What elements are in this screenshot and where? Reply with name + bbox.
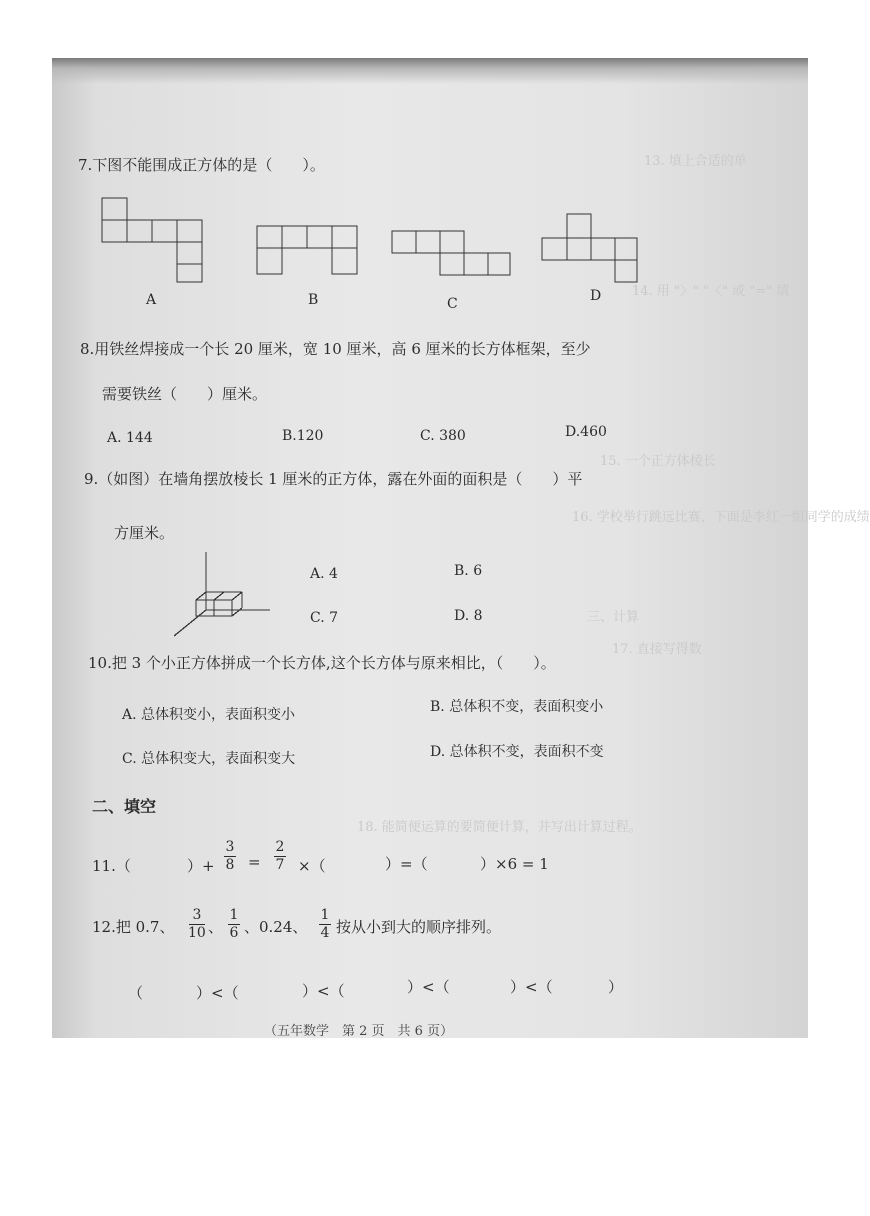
net-label-b: B <box>308 292 319 308</box>
net-a-square <box>177 264 202 282</box>
question-9-stem-line2: 方厘米。 <box>114 524 175 542</box>
question-7-stem: 7.下图不能围成正方体的是（ ）。 <box>78 156 325 174</box>
net-c-square <box>440 231 464 253</box>
fraction-3-8 <box>224 840 236 873</box>
question-11-equals: = <box>248 853 261 871</box>
fraction-numerator: 3 <box>225 839 235 855</box>
fraction-numerator: 2 <box>275 839 285 855</box>
question-9-stem-line1: 9.（如图）在墙角摆放棱长 1 厘米的正方体，露在外面的面积是（ ）平 <box>84 470 583 488</box>
net-b-square <box>307 226 332 248</box>
question-11-tail: ）×6 = 1 <box>480 855 549 873</box>
question-9-option-b: B. 6 <box>454 563 483 579</box>
question-8-stem-line2: 需要铁丝（ ）厘米。 <box>102 385 268 403</box>
bleed-text: 三、计算 <box>587 610 640 625</box>
question-12-suffix: 按从小到大的顺序排列。 <box>336 918 502 936</box>
net-label-a: A <box>146 292 157 308</box>
net-a-square <box>177 242 202 264</box>
section-2-heading: 二、填空 <box>92 797 157 816</box>
net-d-square <box>615 238 637 260</box>
wall-edge-floor <box>174 610 206 636</box>
page-top-shadow <box>52 58 808 84</box>
bleed-text: 14. 用 "〉" "〈" 或 "=" 填 <box>632 284 790 299</box>
answer-blank: ）<（ <box>407 978 450 996</box>
question-8-stem-line1: 8.用铁丝焊接成一个长 20 厘米，宽 10 厘米，高 6 厘米的长方体框架，至少 <box>80 340 591 358</box>
question-11-prefix: 11.（ <box>92 857 131 875</box>
question-11-plus: ）+ <box>187 857 215 875</box>
question-10-option-c: C. 总体积变大，表面积变大 <box>122 751 296 767</box>
net-d-square <box>567 214 591 238</box>
fraction-denominator: 4 <box>320 925 330 941</box>
answer-blank: （ <box>128 984 144 1002</box>
net-d-square <box>615 260 637 282</box>
fraction-denominator: 7 <box>275 857 285 873</box>
question-11-times: ×（ <box>298 857 326 875</box>
net-b-square <box>282 226 307 248</box>
answer-blank: ）<（ <box>302 982 345 1000</box>
bleed-text: 18. 能简便运算的要简便计算，并写出计算过程。 <box>357 820 642 835</box>
question-9-option-a: A. 4 <box>310 566 338 582</box>
fraction-denominator: 8 <box>225 857 235 873</box>
net-b-square <box>332 226 357 248</box>
question-8-option-d: D.460 <box>565 424 607 440</box>
fraction-numerator: 1 <box>229 907 239 923</box>
fraction-3-10 <box>188 908 206 941</box>
net-a-square <box>177 220 202 242</box>
answer-blank: ）<（ <box>510 978 553 996</box>
bleed-text: 17. 直接写得数 <box>612 642 702 657</box>
bleed-text: 16. 学校举行跳远比赛，下面是李红一组同学的成绩 <box>572 510 870 525</box>
fraction-2-7 <box>274 840 286 873</box>
question-8-option-a: A. 144 <box>107 430 153 446</box>
net-a-square <box>152 220 177 242</box>
fraction-denominator: 6 <box>229 925 239 941</box>
question-10-option-b: B. 总体积不变，表面积变小 <box>430 699 604 715</box>
bleed-text: 15. 一个正方体棱长 <box>600 454 716 469</box>
net-a-square <box>127 220 152 242</box>
question-10-stem: 10.把 3 个小正方体拼成一个长方体,这个长方体与原来相比，（ ）。 <box>88 654 556 672</box>
question-8-option-b: B.120 <box>282 428 324 444</box>
question-10-option-d: D. 总体积不变，表面积不变 <box>430 744 604 760</box>
answer-blank: ）<（ <box>196 984 239 1002</box>
net-a-square <box>102 220 127 242</box>
net-label-d: D <box>590 288 602 304</box>
net-d-square <box>542 238 567 260</box>
bleed-text: 13. 填上合适的单 <box>644 154 747 169</box>
exam-page <box>52 58 870 1039</box>
cube-front-face <box>196 600 214 616</box>
answer-blank: ） <box>608 978 624 996</box>
question-11-middle: ）=（ <box>385 855 428 873</box>
net-d-square <box>591 238 615 260</box>
net-c-square <box>392 231 416 253</box>
page-footer: （五年数学 第 2 页 共 6 页） <box>264 1024 454 1039</box>
net-b-square <box>257 248 282 274</box>
question-12-middle: 、0.24、 <box>244 918 308 936</box>
corner-cubes-figure <box>170 550 280 642</box>
net-b-square <box>257 226 282 248</box>
net-c-square <box>440 253 464 275</box>
fraction-denominator: 10 <box>188 925 206 941</box>
fraction-1-4 <box>319 908 331 941</box>
net-b-square <box>332 248 357 274</box>
question-12-sep: 、 <box>208 918 224 936</box>
net-d-square <box>567 238 591 260</box>
question-8-option-c: C. 380 <box>420 428 466 444</box>
net-label-c: C <box>447 296 458 312</box>
fraction-numerator: 1 <box>320 907 330 923</box>
net-c-square <box>464 253 488 275</box>
fraction-1-6 <box>228 908 240 941</box>
question-9-option-c: C. 7 <box>310 610 339 626</box>
fraction-numerator: 3 <box>192 907 202 923</box>
net-c-square <box>416 231 440 253</box>
net-a-square <box>102 198 127 220</box>
net-c-square <box>488 253 510 275</box>
question-10-option-a: A. 总体积变小，表面积变小 <box>122 707 296 723</box>
question-9-option-d: D. 8 <box>454 608 483 624</box>
question-12-prefix: 12.把 0.7、 <box>92 918 175 936</box>
cube-front-face <box>214 600 232 616</box>
cube-nets-figure <box>92 198 672 298</box>
